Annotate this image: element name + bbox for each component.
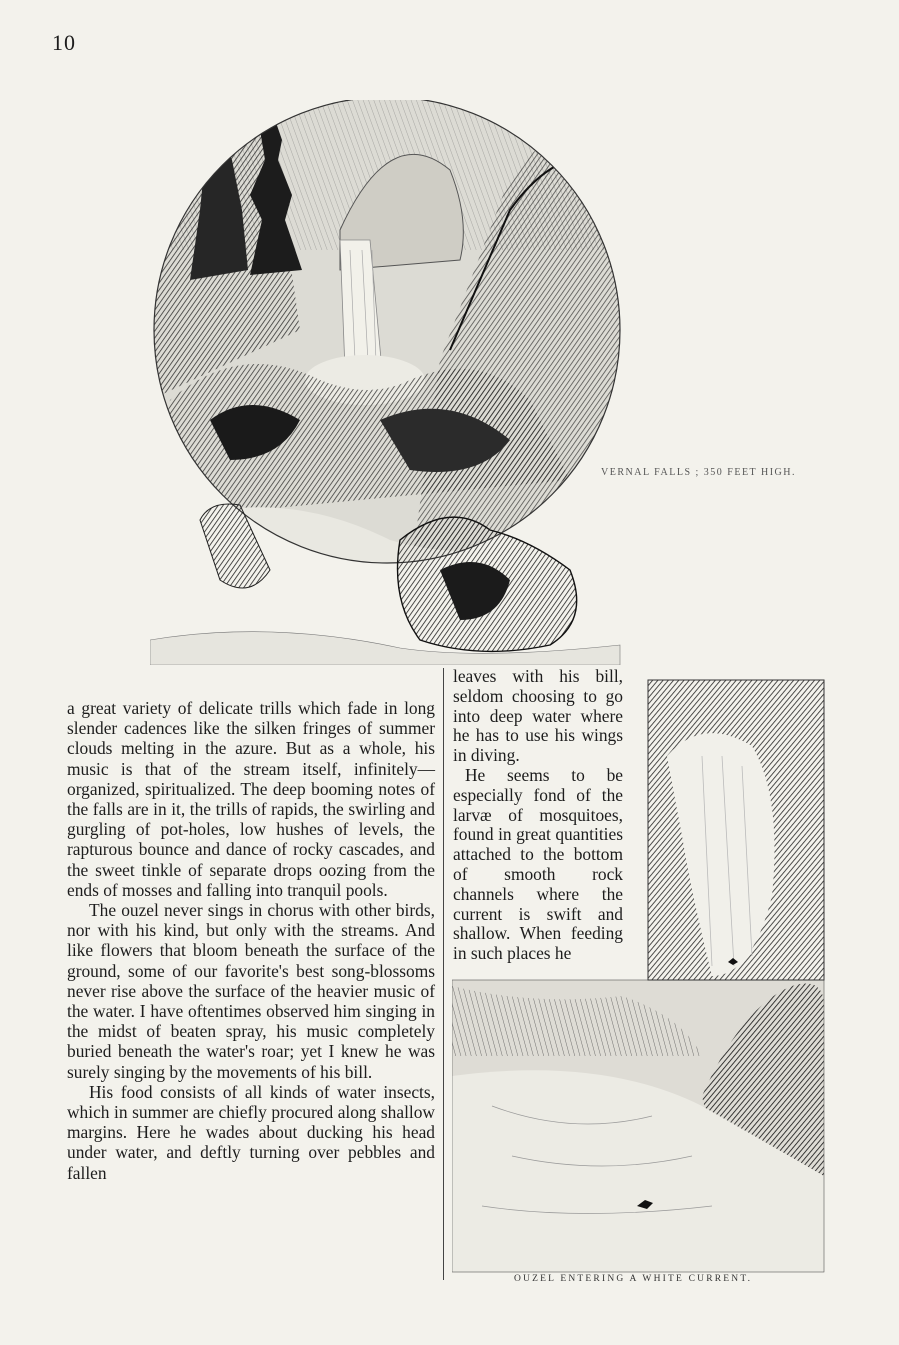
paragraph: His food consists of all kinds of water insects, which in summer are chiefly procured along shallow margins. Here he wades about ducking his head under water, and deftly turning over pebbles and fallen (67, 1081, 435, 1183)
paragraph: leaves with his bill, seldom choosing to go into deep water where he has to use his wings in diving. (453, 666, 623, 766)
column-divider (443, 668, 444, 1280)
right-text-column (453, 667, 623, 964)
vernal-falls-engraving (150, 100, 625, 665)
figure-caption-ouzel: OUZEL ENTERING A WHITE CURRENT. (514, 1274, 753, 1284)
paragraph: a great variety of delicate trills which fade in long slender cadences like the silken fringes of summer clouds melting in the azure. But as a whole, his music is that of the stream itself, infinitely—organized, spiritualized. The deep booming notes of the falls are in it, the trills of rapids, the swirling and gurgling of pot-holes, low hushes of levels, the rapturous bounce and dance of rocky cascades, and the sweet tinkle of separate drops oozing from the ends of mosses and falling into tranquil pools. (67, 698, 435, 900)
paragraph: The ouzel never sings in chorus with other birds, nor with his kind, but only with the streams. And like flowers that bloom beneath the surface of the ground, some of our favorite's best song-blossoms never rise above the surface of the heavier music of the water. I have oftentimes observed him singing in the midst of beaten spray, his music completely buried beneath the water's roar; yet I knew he was surely singing by the movements of his bill. (67, 900, 435, 1082)
figure-caption-vernal-falls: VERNAL FALLS ; 350 FEET HIGH. (601, 467, 796, 478)
left-text-column (67, 698, 435, 1183)
paragraph: He seems to be especially fond of the larvæ of mosquitoes, found in great quantities attached to the bottom of smooth rock channels where the current is swift and shallow. When feeding in such places he (453, 764, 623, 964)
page-number: 10 (52, 30, 76, 55)
